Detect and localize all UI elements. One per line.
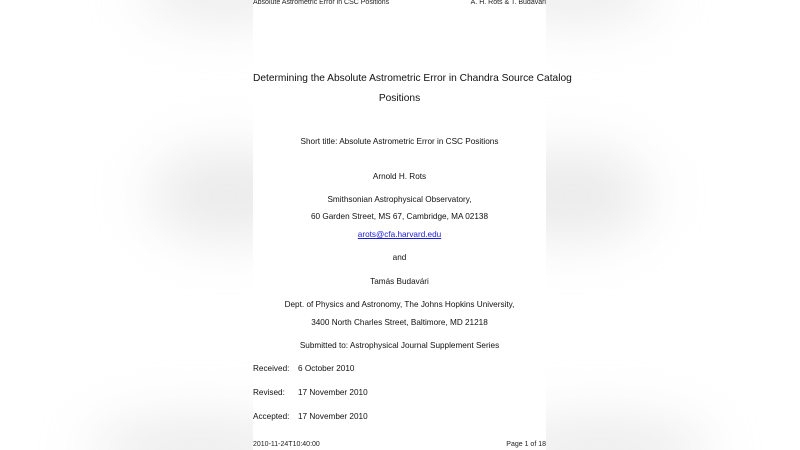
running-header-authors: A. H. Rots & T. Budavári [470,0,546,6]
running-header-title: Absolute Astrometric Error in CSC Positions [253,0,390,6]
author-2-affiliation: Dept. of Physics and Astronomy, The Johns Hopkins University, [284,300,515,309]
author-1-email-container [253,230,546,239]
accepted-date: 17 November 2010 [298,412,368,421]
received-label: Received: [253,364,290,373]
revised-label: Revised: [253,388,285,397]
submission-journal: Submitted to: Astrophysical Journal Supplement Series [299,341,500,350]
author-1-address: 60 Garden Street, MS 67, Cambridge, MA 02138 [310,212,489,221]
accepted-label: Accepted: [253,412,290,421]
document-page [253,0,572,450]
author-2-name: Tamás Budavári [370,277,429,286]
paper-title-line-1: Determining the Absolute Astrometric Error in Chandra Source Catalog [253,73,572,84]
footer-page-number: Page 1 of 18 [506,441,546,448]
paper-title-line-2: Positions [378,93,421,104]
author-2-address: 3400 North Charles Street, Baltimore, MD 21218 [311,318,488,327]
author-1-affiliation: Smithsonian Astrophysical Observatory, [327,195,472,204]
author-1-name: Arnold H. Rots [372,172,427,181]
footer-timestamp: 2010-11-24T10:40:00 [253,441,320,448]
author-1-email-link[interactable]: arots@cfa.harvard.edu [357,230,442,239]
received-date: 6 October 2010 [298,364,355,373]
revised-date: 17 November 2010 [298,388,368,397]
short-title: Short title: Absolute Astrometric Error in CSC Positions [300,137,499,146]
conjunction: and [392,253,407,262]
